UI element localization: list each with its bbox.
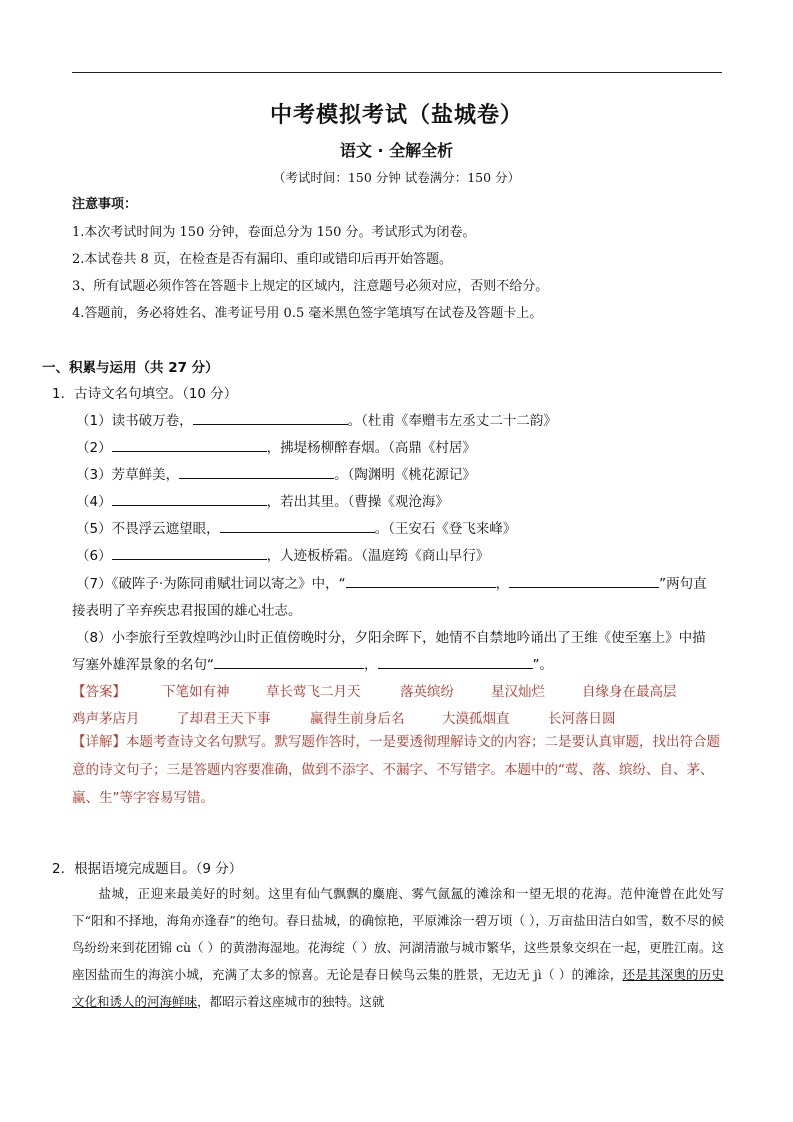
answer-value: 赢得生前身后名 xyxy=(310,711,405,727)
note-item: 3、所有试题必须作答在答题卡上规定的区域内，注意题号必须对应，否则不给分。 xyxy=(72,279,549,294)
answer-value: 长河落日圆 xyxy=(548,711,616,727)
item-prefix: （3）芳草鲜美， xyxy=(76,467,180,483)
reading-passage xyxy=(72,880,724,1015)
top-rule xyxy=(72,72,722,73)
fill-item-6 xyxy=(76,544,489,564)
answer-value: 大漠孤烟直 xyxy=(442,711,510,727)
answer-value: 落英缤纷 xyxy=(400,684,454,700)
answer-blank[interactable] xyxy=(112,545,267,560)
item-prefix: （2） xyxy=(76,440,112,456)
answer-blank[interactable] xyxy=(346,573,496,588)
fill-item-3 xyxy=(76,463,476,483)
answer-blank[interactable] xyxy=(112,491,267,506)
fill-item-8-line2 xyxy=(72,653,553,673)
item-suffix: 。（杜甫《奉赠韦左丞丈二十二韵》 xyxy=(347,413,557,429)
item-prefix: （6） xyxy=(76,548,112,564)
question-2-prompt: 2．根据语境完成题目。（9 分） xyxy=(52,861,243,877)
answer-blank[interactable] xyxy=(214,654,364,669)
item-suffix: ，拂堤杨柳醉春烟。（高鼎《村居》 xyxy=(266,440,476,456)
item-suffix: ，若出其里。（曹操《观沧海》 xyxy=(266,494,449,510)
item-suffix: 。（王安石《登飞来峰》 xyxy=(374,521,517,537)
answer-value: 星汉灿烂 xyxy=(491,684,545,700)
item-suffix: ”两句直 xyxy=(659,576,707,592)
fill-item-2 xyxy=(76,436,476,456)
item-prefix: （5）不畏浮云遮望眼， xyxy=(76,521,220,537)
question-1-prompt: 1．古诗文名句填空。（10 分） xyxy=(52,386,238,402)
fill-item-5 xyxy=(76,517,516,537)
page-title: 中考模拟考试（盐城卷） xyxy=(269,103,523,128)
answer-blank[interactable] xyxy=(112,437,267,452)
note-item: 1.本次考试时间为 150 分钟，卷面总分为 150 分。考试形式为闭卷。 xyxy=(72,225,476,240)
answer-value: 自缘身在最高层 xyxy=(582,684,677,700)
item-separator: ， xyxy=(495,576,510,592)
answer-value: 草长莺飞二月天 xyxy=(266,684,361,700)
note-item: 4.答题前，务必将姓名、准考证号用 0.5 毫米黑色签字笔填写在试卷及答题卡上。 xyxy=(72,306,543,321)
answer-value: 下笔如有神 xyxy=(162,684,230,700)
answer-blank[interactable] xyxy=(179,464,334,479)
item-suffix: ，人迹板桥霜。（温庭筠《商山早行》 xyxy=(266,548,490,564)
item-suffix: 。（陶渊明《桃花源记》 xyxy=(334,467,476,483)
exam-info: （考试时间：150 分钟 试卷满分：150 分） xyxy=(272,170,521,185)
notes-heading: 注意事项： xyxy=(72,197,138,212)
section-heading: 一、积累与运用（共 27 分） xyxy=(42,360,219,376)
answer-blank[interactable] xyxy=(193,410,348,425)
item-separator: ， xyxy=(364,657,378,673)
answer-blank[interactable] xyxy=(378,654,533,669)
answer-blank[interactable] xyxy=(509,573,659,588)
answer-value: 了却君王天下事 xyxy=(176,711,271,727)
answer-row-1 xyxy=(72,680,126,700)
page-subtitle: 语文 · 全解全析 xyxy=(339,141,454,160)
item-prefix: （4） xyxy=(76,494,112,510)
fill-item-1 xyxy=(76,409,557,429)
answer-blank[interactable] xyxy=(220,518,375,533)
fill-item-7-line2: 接表明了辛弃疾忠君报国的雄心壮志。 xyxy=(72,603,302,619)
fill-item-7 xyxy=(76,572,707,592)
item-prefix: （7）《破阵子·为陈同甫赋壮词以寄之》中，“ xyxy=(76,576,346,592)
passage-text-end: ，都昭示着这座城市的独特。这就 xyxy=(197,994,385,1009)
passage-text: 盐城，正迎来最美好的时刻。这里有仙气飘飘的麋鹿、雾气氤氲的滩涂和一望无垠的花海。范仲淹曾在此处写下“阳和不择地，海角亦逢春”的绝句。春日盐城，的确惊艳，平原滩涂一碧万顷（ ），万亩盐田洁白如雪，数不尽的候鸟纷纷来到花团锦 cù（ ）的黄渤海湿地。花海绽（ ）放、河湖清澈与城市繁华，这些景象交织在一起，更胜江南。这座因盐而生的海滨小城，充满了太多的惊喜。无论是春日候鸟云集的胜景，无边无 jì（ ）的滩涂， xyxy=(72,886,724,982)
item-prefix: 写塞外雄浑景象的名句“ xyxy=(72,657,214,673)
answer-label: 【答案】 xyxy=(72,684,126,700)
item-prefix: （1）读书破万卷， xyxy=(76,413,193,429)
answer-detail: 【详解】本题考查诗文名句默写。默写题作答时，一是要透彻理解诗文的内容；二是要认真审题，找出符合题意的诗文句子；三是答题内容要准确，做到不添字、不漏字、不写错字。本题中的“莺、落、缤纷、自、茅、赢、生”等字容易写错。 xyxy=(72,734,720,806)
fill-item-4 xyxy=(76,490,449,510)
answer-value: 鸡声茅店月 xyxy=(72,711,140,727)
item-suffix: ”。 xyxy=(532,657,553,673)
fill-item-8: （8）小李旅行至敦煌鸣沙山时正值傍晚时分，夕阳余晖下，她情不自禁地吟诵出了王维《使至塞上》中描 xyxy=(76,630,706,646)
underlined-sentence: 还是其深奥的历史文化和诱人的河海鲜味 xyxy=(72,967,724,1009)
note-item: 2.本试卷共 8 页，在检查是否有漏印、重印或错印后再开始答题。 xyxy=(72,252,452,267)
